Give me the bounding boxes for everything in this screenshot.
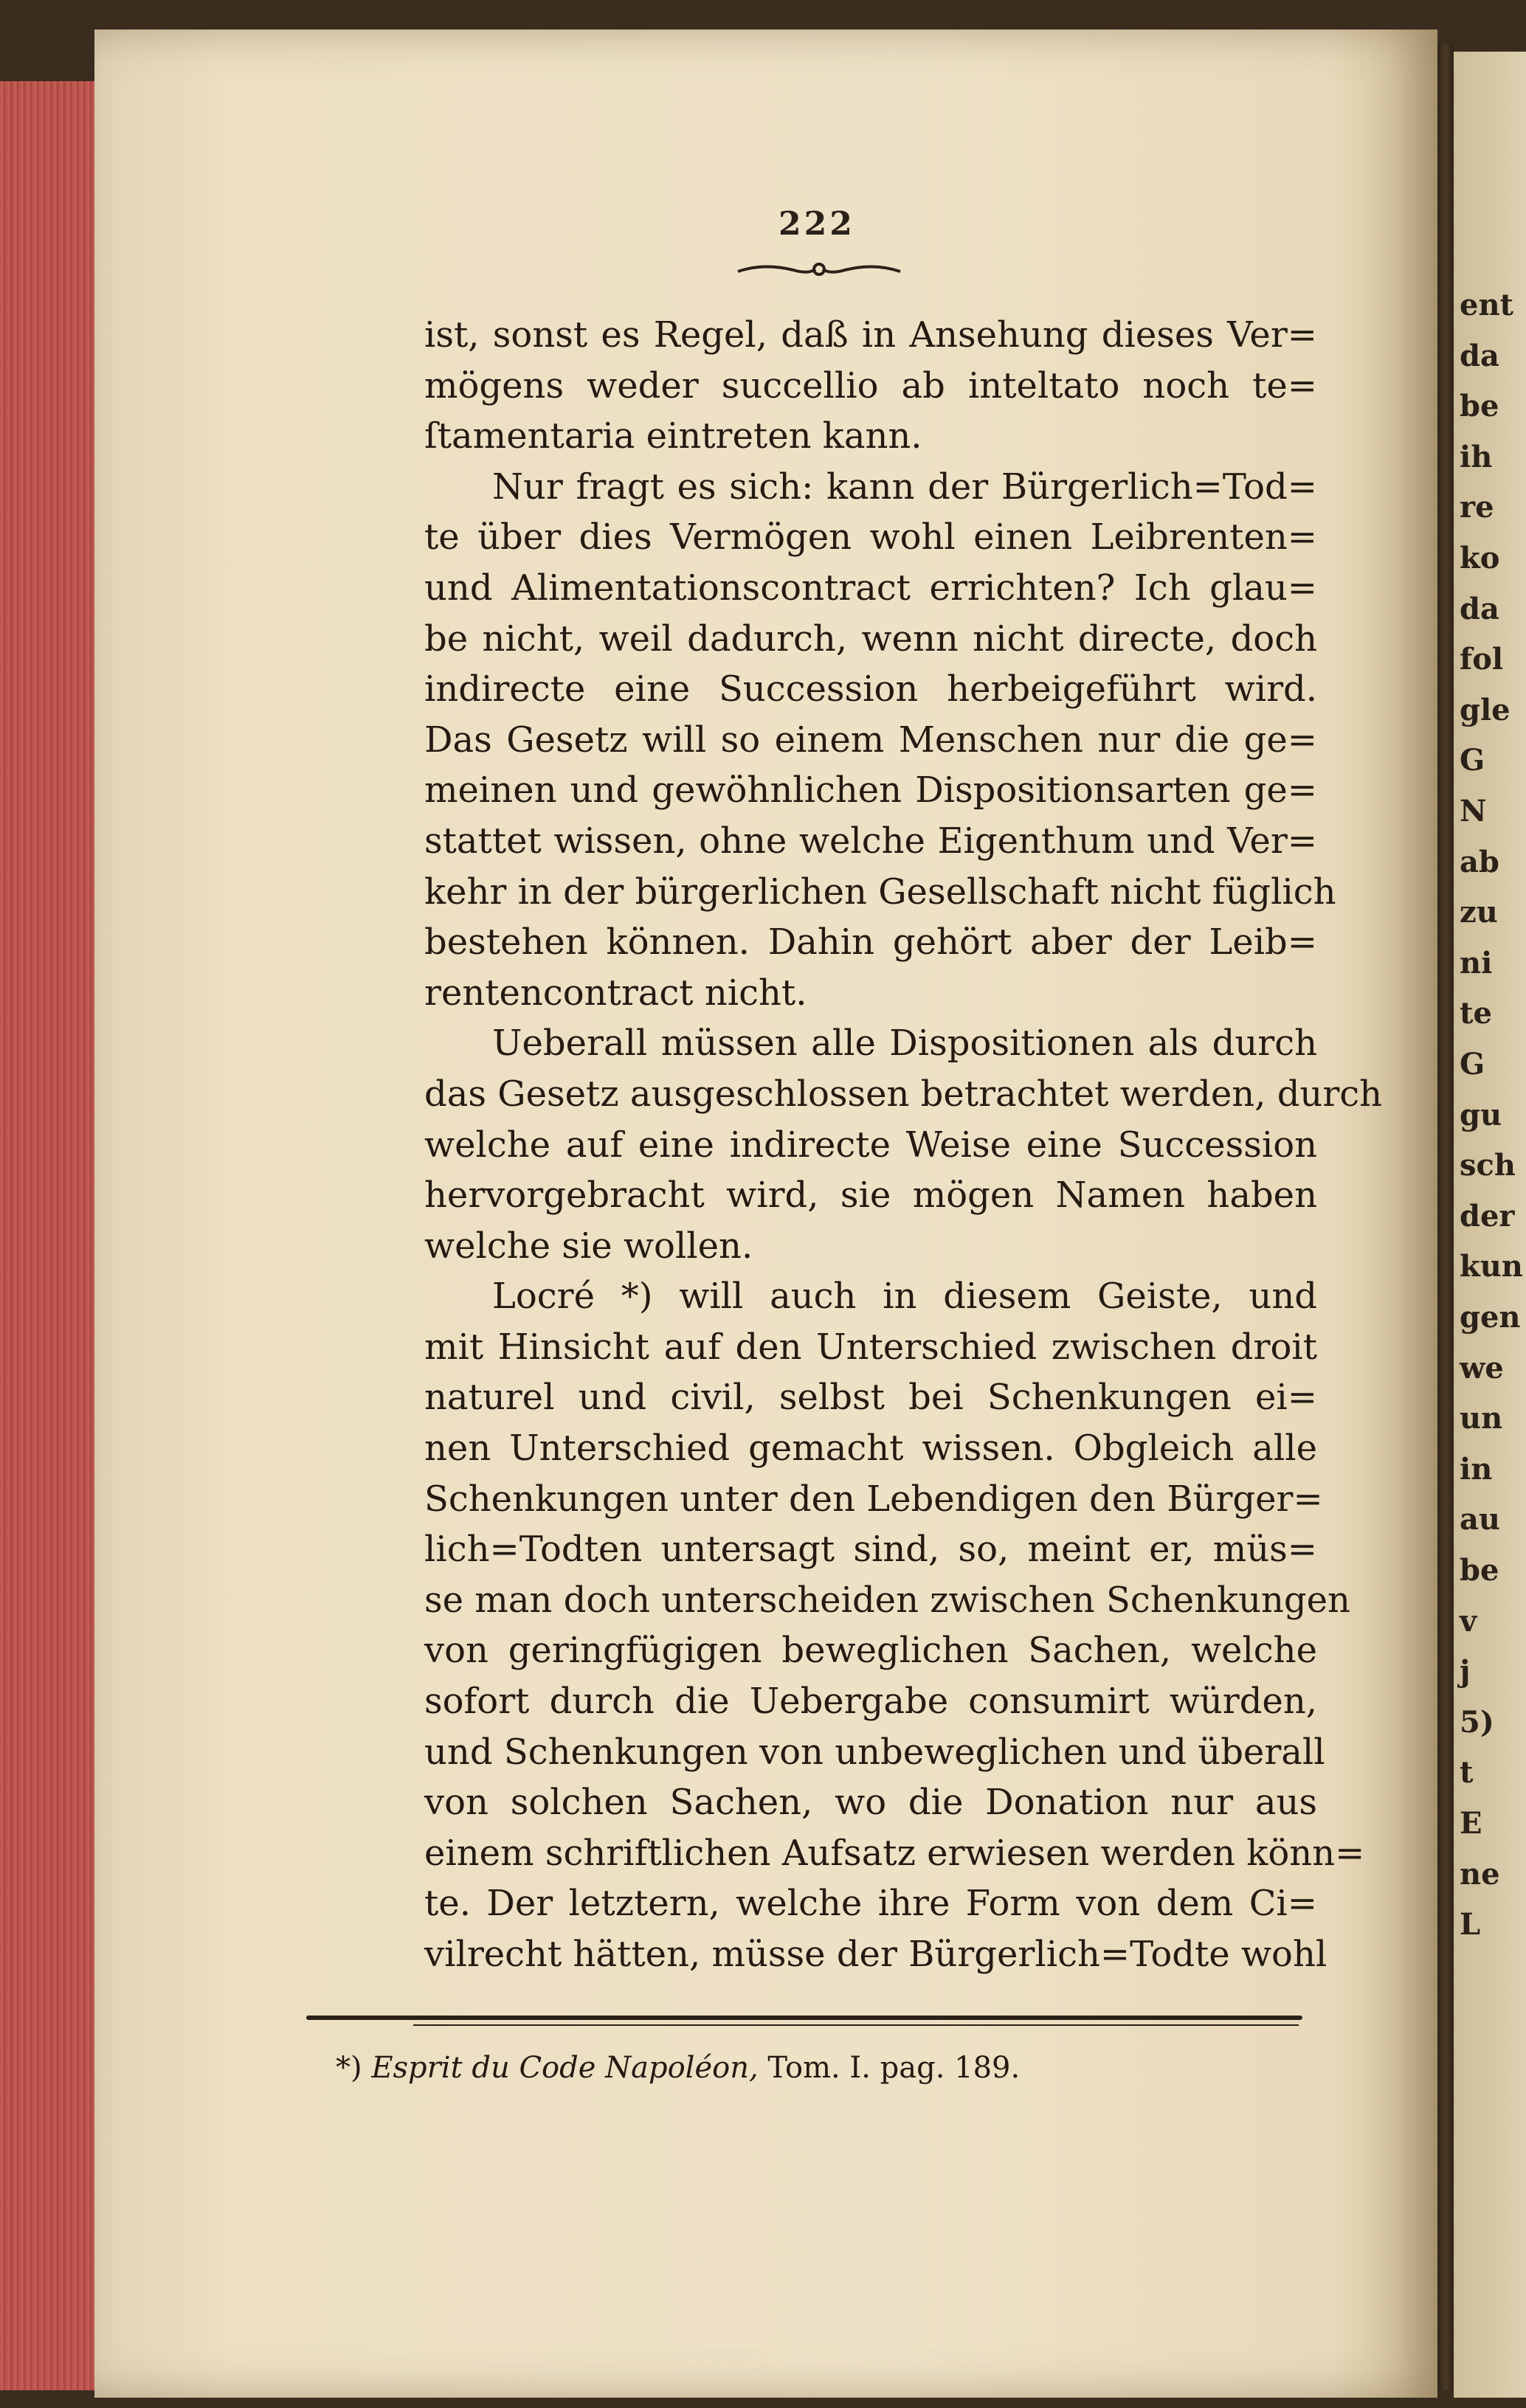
facing-page-sliver bbox=[1454, 52, 1526, 2398]
text-line: einem schriftlichen Aufsatz erwiesen werden könn= bbox=[424, 1832, 1365, 1874]
facing-page-fragment: gen bbox=[1460, 1300, 1521, 1335]
facing-page-fragment: we bbox=[1460, 1350, 1504, 1385]
text-line: welche sie wollen. bbox=[424, 1225, 753, 1267]
text-line: be nicht, weil dadurch, wenn nicht directe, doch bbox=[424, 617, 1317, 660]
facing-page-fragment: re bbox=[1460, 490, 1494, 525]
text-line: vilrecht hätten, müsse der Bürgerlich=Todte wohl bbox=[424, 1934, 1328, 1975]
text-line: rentencontract nicht. bbox=[424, 972, 807, 1014]
facing-page-fragment: ne bbox=[1460, 1856, 1500, 1892]
text-line: sofort durch die Uebergabe consumirt würden, bbox=[424, 1681, 1317, 1723]
facing-page-fragment: ent bbox=[1460, 288, 1514, 322]
text-line: naturel und civil, selbst bei Schenkungen ei= bbox=[424, 1377, 1317, 1419]
text-line: und Schenkungen von unbeweglichen und überall bbox=[424, 1731, 1325, 1773]
text-line: indirecte eine Succession herbeigeführt wird. bbox=[424, 668, 1317, 710]
facing-page-fragment: ko bbox=[1460, 541, 1500, 575]
text-line: ſtamentaria eintreten kann. bbox=[424, 415, 922, 457]
text-line: Schenkungen unter den Lebendigen den Bürger= bbox=[424, 1478, 1323, 1520]
text-line: meinen und gewöhnlichen Dispositionsarten ge= bbox=[424, 769, 1317, 812]
facing-page-fragment: zu bbox=[1460, 895, 1498, 930]
facing-page-fragment: te bbox=[1460, 996, 1492, 1031]
facing-page-fragment: der bbox=[1460, 1198, 1515, 1234]
facing-page-fragment: un bbox=[1460, 1401, 1503, 1436]
facing-page-fragment: gle bbox=[1460, 692, 1511, 727]
facing-page-fragment: au bbox=[1460, 1502, 1500, 1537]
text-line: von solchen Sachen, wo die Donation nur aus bbox=[424, 1782, 1317, 1824]
text-line: Ueberall müssen alle Dispositionen als durch bbox=[492, 1023, 1317, 1065]
text-line: hervorgebracht wird, sie mögen Namen haben bbox=[424, 1174, 1317, 1217]
text-line: von geringfügigen beweglichen Sachen, welche bbox=[424, 1630, 1317, 1672]
facing-page-fragment: ab bbox=[1460, 844, 1499, 879]
text-line: kehr in der bürgerlichen Gesellschaft nicht füglich bbox=[424, 871, 1336, 913]
facing-page-fragment: be bbox=[1460, 1553, 1499, 1588]
facing-page-fragment: be bbox=[1460, 389, 1499, 424]
text-line: mit Hinsicht auf den Unterschied zwischen droit bbox=[424, 1326, 1317, 1368]
text-line: ist, sonst es Regel, daß in Ansehung dieses Ver= bbox=[424, 314, 1317, 356]
text-line: te. Der letztern, welche ihre Form von dem Ci= bbox=[424, 1883, 1317, 1925]
facing-page-fragment: da bbox=[1460, 338, 1499, 373]
facing-page-fragment: 5) bbox=[1460, 1704, 1494, 1740]
facing-page-fragment: G bbox=[1460, 1047, 1485, 1082]
facing-page-fragment: fol bbox=[1460, 642, 1504, 677]
text-line: nen Unterschied gemacht wissen. Obgleich alle bbox=[424, 1428, 1317, 1470]
text-line: mögens weder succellio ab inteltato noch te= bbox=[424, 364, 1317, 406]
text-line: bestehen können. Dahin gehört aber der Leib= bbox=[424, 921, 1317, 963]
text-line: Das Gesetz will so einem Menschen nur die ge= bbox=[424, 719, 1317, 761]
page-number: 222 bbox=[778, 205, 855, 243]
facing-page-fragment: j bbox=[1460, 1654, 1471, 1689]
body-text bbox=[424, 310, 1383, 1980]
text-line: stattet wissen, ohne welche Eigenthum und Ver= bbox=[424, 820, 1317, 862]
facing-page-fragment: ni bbox=[1460, 945, 1493, 980]
book-page-edge bbox=[0, 81, 97, 2390]
facing-page-fragment: da bbox=[1460, 591, 1499, 626]
footnote-rule bbox=[306, 2016, 1302, 2020]
footnote-rule-thin bbox=[413, 2024, 1299, 2026]
facing-page-fragment: G bbox=[1460, 743, 1485, 778]
facing-page-fragment: gu bbox=[1460, 1097, 1502, 1132]
footnote-marker: *) bbox=[336, 2051, 362, 2085]
text-line: se man doch unterscheiden zwischen Schenkungen bbox=[424, 1579, 1350, 1621]
facing-page-fragment: kun bbox=[1460, 1249, 1523, 1284]
text-line: lich=Todten untersagt sind, so, meint er, müs= bbox=[424, 1529, 1317, 1571]
footnote-title: Esprit du Code Napoléon, bbox=[371, 2051, 759, 2085]
facing-page-fragment: E bbox=[1460, 1806, 1482, 1841]
facing-page-fragment: L bbox=[1460, 1907, 1481, 1942]
facing-page-fragment: ih bbox=[1460, 439, 1493, 474]
text-line: welche auf eine indirecte Weise eine Succession bbox=[424, 1124, 1317, 1166]
facing-page-fragment: t bbox=[1460, 1755, 1474, 1791]
text-line: das Gesetz ausgeschlossen betrachtet werden, durch bbox=[424, 1073, 1383, 1115]
book-gutter bbox=[1437, 44, 1454, 2390]
ornament-divider bbox=[734, 258, 904, 280]
facing-page-fragment: sch bbox=[1460, 1148, 1516, 1183]
text-line: Locré *) will auch in diesem Geiste, und bbox=[492, 1276, 1317, 1318]
text-line: Nur fragt es sich: kann der Bürgerlich=Tod= bbox=[492, 466, 1317, 508]
text-line: und Alimentationscontract errichten? Ich glau= bbox=[424, 567, 1317, 609]
facing-page-fragment: in bbox=[1460, 1451, 1493, 1487]
text-line: te über dies Vermögen wohl einen Leibrenten= bbox=[424, 516, 1317, 558]
facing-page-fragment: v bbox=[1460, 1603, 1477, 1639]
footnote-ref: Tom. I. pag. 189. bbox=[767, 2051, 1021, 2085]
facing-page-fragment: N bbox=[1460, 794, 1487, 828]
footnote bbox=[336, 2051, 1020, 2085]
